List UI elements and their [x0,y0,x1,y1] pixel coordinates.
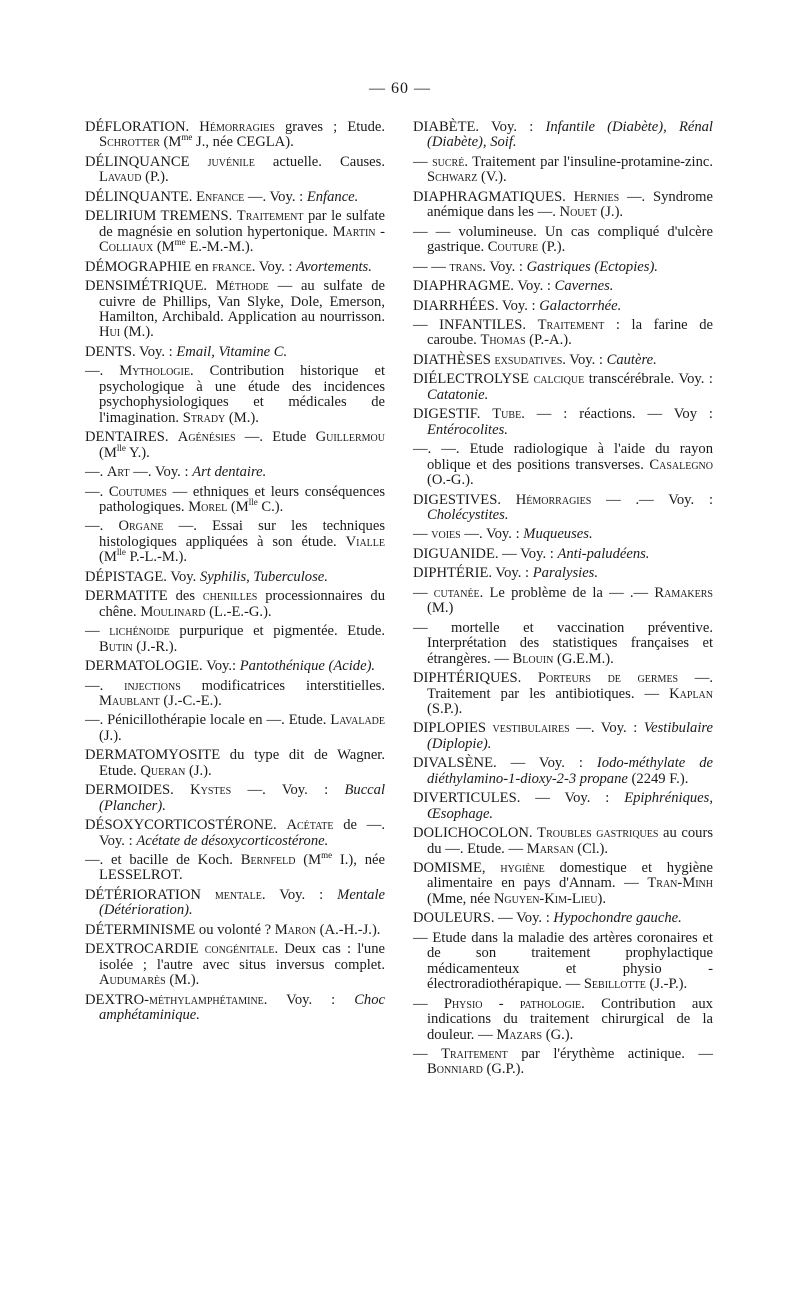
index-entry [85,748,385,779]
entry-text: (P.). [141,169,169,186]
entry-text: — Etude dans la maladie des artères coronaires et de son traitement prophylactique médicamenteux et physio - électroradiothérapique. — [413,929,713,993]
entry-smallcaps: Schwarz [427,169,478,186]
index-entry [413,997,713,1043]
entry-text: — .— Voy. : [591,491,713,508]
entry-text: . Contribution aux indications du traitement chirurgical de la douleur. — [427,995,713,1043]
index-entry [413,791,713,822]
entry-text: P.-L.-M.). [125,549,188,566]
entry-text: (J.-C.-E.). [159,692,222,709]
entry-text: DIATHÈSES [413,351,495,368]
entry-superscript: lle [116,442,126,453]
entry-smallcaps: Enfance [196,188,245,205]
entry-text: (M [99,549,117,566]
entry-text: DIGUANIDE. — Voy. : [413,545,558,562]
index-entry [85,209,385,255]
entry-text: —. Pénicillothérapie locale en —. Etude. [85,712,331,729]
entry-text: —. [85,677,125,694]
entry-text: DIGESTIVES. [413,491,516,508]
entry-text: —. Traitement par les antibiotiques. — [427,670,713,702]
entry-smallcaps: chenilles [202,588,258,605]
entry-text: . Voy. : [251,258,297,275]
index-entry [413,299,713,314]
entry-smallcaps: Tran-Minh [647,875,713,892]
entry-text: (J.). [99,727,122,744]
index-entry [85,888,385,919]
entry-smallcaps: Queran [140,762,186,779]
entry-text: — INFANTILES. [413,316,538,333]
entry-text: graves ; Etude. [274,119,386,135]
entry-text: ). [597,890,606,907]
entry-smallcaps: Nouet [559,204,597,221]
entry-smallcaps: Thomas [480,332,526,349]
entry-reference: Epiphréniques, Œsophage. [427,790,713,822]
entry-text: . Deux cas : l'une isolée ; l'autre avec situs inversus complet. [99,941,386,973]
index-entry [85,993,385,1024]
entry-text: (M [99,444,117,461]
entry-text: par le sulfate de magnésie en solution hypertonique. [99,208,385,240]
entry-smallcaps: Traitement [537,316,605,333]
entry-text: DENTS. Voy. : [85,343,177,360]
entry-smallcaps: Blouin [512,650,554,667]
entry-text: Y.). [125,444,150,461]
entry-reference: Cavernes. [554,278,614,295]
entry-superscript: me [174,237,186,248]
entry-text: DERMATITE des [85,588,203,605]
index-entry [85,942,385,988]
index-entry [413,826,713,857]
entry-text: DEXTRO- [85,991,150,1008]
entry-smallcaps: Méthode [215,278,269,295]
entry-text: —. Voy. : [569,720,644,737]
entry-text: . Voy. : [263,991,355,1008]
entry-text: (P.-A.). [525,332,572,349]
entry-text: (G.). [542,1026,574,1043]
entry-text: DIABÈTE. Voy. : [413,119,546,135]
entry-smallcaps: Martin - Colliaux [99,223,385,256]
entry-text: — mortelle et vaccination préventive. Interprétation des statistiques françaises et étrangères. — [413,619,713,667]
entry-smallcaps: exsudatives [494,351,563,368]
entry-text: . Voy. : [482,258,527,275]
entry-text: —. et bacille de Koch. [85,852,241,869]
entry-smallcaps: Troubles gastriques [537,825,659,842]
index-entry [85,713,385,744]
entry-text: (P.). [538,239,566,256]
entry-text: — [413,584,434,601]
entry-text: DÉSOXYCORTICOSTÉRONE. [85,817,287,834]
entry-text: (M.). [120,324,154,341]
entry-text: DIARRHÉES. Voy. : [413,297,540,314]
entry-text: (M.) [427,600,454,617]
entry-text: —. Essai sur les techniques histologiques appliquées à son étude. [99,518,385,550]
entry-text: (G.P.). [482,1061,525,1078]
entry-text: par l'érythème actinique. — [507,1046,713,1063]
entry-text: —. Voy. : [129,464,193,481]
index-entry [85,519,385,565]
index-entry [85,659,385,674]
entry-text: DERMATOLOGIE. Voy.: [85,658,240,675]
entry-text: processionnaires du chêne. [99,588,385,620]
index-entry [413,155,713,186]
entry-text: DÉTÉRIORATION [85,886,215,903]
entry-text: C.). [257,498,284,515]
index-entry [413,353,713,368]
entry-smallcaps: Bernfeld [240,852,296,869]
page-number: — 60 — [369,80,431,97]
entry-smallcaps: cutanée [433,584,480,601]
entry-smallcaps: Sebillotte [583,976,646,993]
entry-smallcaps: mentale [214,886,262,903]
entry-reference: Email, Vitamine C. [176,343,288,360]
entry-superscript: me [181,132,193,143]
entry-reference: Muqueuses. [523,526,593,543]
entry-smallcaps: Art [106,464,130,481]
entry-text: —. Syndrome anémique dans les —. [427,188,713,221]
entry-smallcaps: congénitale [204,941,275,958]
index-entry [413,225,713,256]
entry-text: (O.-G.). [427,472,474,489]
entry-text: — — [413,258,450,275]
entry-text: DÉTERMINISME ou volonté ? [85,921,275,938]
entry-text: DIPHTÉRIE. Voy. : [413,565,533,582]
entry-text: DÉFLORATION. [85,119,200,135]
entry-smallcaps: Coutumes [108,483,167,500]
entry-smallcaps: Moulinard [140,603,206,620]
index-entry [85,624,385,655]
entry-text: I.), née LESSELROT. [99,852,385,884]
entry-reference: Paralysies. [532,565,598,582]
index-entry [85,279,385,341]
entry-text: —. [85,464,107,481]
entry-reference: Art dentaire. [192,464,267,481]
entry-smallcaps: Hémorragies [515,491,592,508]
entry-smallcaps: Traitement [236,208,304,225]
index-entry [85,783,385,814]
entry-text: domestique et hygiène alimentaire en pays d'Annam. — [427,860,713,892]
entry-text: (J.). [185,762,212,779]
entry-smallcaps: Hernies [573,188,620,205]
entry-smallcaps: vestibulaires [492,720,570,737]
entry-text: . — : réactions. — Voy : [521,406,713,423]
entry-text: DÉLINQUANTE. [85,188,197,205]
index-entry [413,493,713,524]
entry-text: — [413,1046,442,1063]
entry-text: — [413,995,444,1012]
index-entry [85,364,385,426]
entry-smallcaps: juvénile [207,153,255,170]
entry-text: (M [295,852,322,869]
entry-text: (J.-R.). [132,638,178,655]
entry-text: modificatrices interstitielles. [180,677,385,694]
index-entry [413,911,713,926]
index-entry [413,547,713,562]
entry-smallcaps: Maron [274,921,317,938]
entry-reference: Choc amphétaminique. [99,991,385,1024]
index-entry [413,372,713,403]
entry-reference: Avortements. [296,258,372,275]
entry-smallcaps: trans [449,258,483,275]
entry-text: DÉMOGRAPHIE en [85,258,213,275]
index-entry [85,120,385,151]
entry-smallcaps: Kystes [190,782,232,799]
index-entry [413,279,713,294]
entry-smallcaps: sucré [432,153,465,170]
entry-superscript: me [321,850,333,861]
entry-text: DEXTROCARDIE [85,941,205,958]
entry-text: — [413,526,432,543]
entry-text: DÉLINQUANCE [85,153,208,170]
index-entry [85,430,385,461]
entry-text: — — volumineuse. Un cas compliqué d'ulcère gastrique. [413,223,713,256]
index-entry [85,570,385,585]
index-entry [413,442,713,488]
entry-text: DELIRIUM TREMENS. [85,208,237,225]
entry-smallcaps: Morel [188,498,228,515]
entry-smallcaps: Hémorragies [199,119,275,135]
entry-smallcaps: calcique [533,371,585,388]
entry-text: —. Voy. : [460,526,524,543]
index-entry [85,345,385,360]
entry-text: — au sulfate de cuivre de Phillips, Van Slyke, Dole, Emerson, Hamilton, Archibald. Application au nourrisson. [99,278,385,325]
entry-text: DENSIMÉTRIQUE. [85,278,216,295]
index-entry [85,485,385,516]
entry-text: —. [85,518,119,535]
entry-reference: Iodo-méthylate de diéthylamino-1-dioxy-2-3 propane [427,755,713,787]
index-entry [85,465,385,480]
index-entry [85,850,385,884]
entry-smallcaps: Couture [487,239,539,256]
entry-text: DIVERTICULES. — Voy. : [413,790,625,807]
entry-reference: Cautère. [606,351,657,368]
index-entry [413,586,713,617]
entry-text: (A.-H.-J.). [316,921,381,938]
entry-reference: Acétate de désoxycorticostérone. [136,832,329,849]
entry-text: DERMATOMYOSITE du type dit de Wagner. Etude. [85,747,385,779]
entry-reference: Infantile (Diabète), Rénal (Diabète), Soif. [427,119,713,151]
index-entry [413,190,713,221]
entry-text: (J.). [596,204,624,221]
entry-reference: Enfance. [306,188,359,205]
entry-text: (L.-E.-G.). [205,603,272,620]
entry-smallcaps: Acétate [286,817,334,834]
index-entry [413,407,713,438]
entry-smallcaps: Ramakers [654,584,713,601]
entry-text: . Contribution historique et psychologique à une étude des incidences psychophysiologiques et médicales de l'imagination. [99,363,386,426]
index-entry [413,621,713,667]
entry-smallcaps: lichénoide [109,623,170,640]
entry-smallcaps: Traitement [441,1046,508,1063]
entry-smallcaps: méthylamphétamine [149,991,264,1008]
entry-reference: Pantothénique (Acide). [239,658,376,675]
entry-text: : la farine de caroube. [427,316,713,349]
entry-smallcaps: injections [124,677,181,694]
index-entry [413,1047,713,1078]
index-entry [85,260,385,275]
index-entry [413,318,713,349]
index-entry [85,679,385,710]
entry-reference: Vestibulaire (Diplopie). [427,720,713,752]
entry-smallcaps: Guillermou [315,429,385,446]
index-entry [85,155,385,186]
entry-smallcaps: Kaplan [669,685,713,702]
entry-text: (V.). [477,169,507,186]
entry-text: (M [159,134,182,151]
entry-smallcaps: Schrotter [99,134,160,151]
entry-text: DIAPHRAGMATIQUES. [413,188,574,205]
entry-smallcaps: Organe [118,518,164,535]
index-entry [413,566,713,581]
entry-text: (S.P.). [427,700,463,717]
entry-text: DENTAIRES. [85,429,178,446]
right-column [413,120,713,1082]
entry-smallcaps: Audumarès [99,972,166,989]
entry-text: (Cl.). [573,840,609,857]
entry-reference: Gastriques (Ectopies). [526,258,658,275]
entry-smallcaps: Porteurs de germes [537,670,679,687]
entry-text: J., née CEGLA). [192,134,294,151]
index-entry [85,589,385,620]
entry-text: au cours du —. Etude. — [427,825,713,857]
entry-text: — [85,623,110,640]
entry-text: —. —. Etude radiologique à l'aide du rayon oblique et des positions transverses. [413,441,713,473]
entry-text: (M [153,239,175,256]
index-entry [413,527,713,542]
entry-text: . Le problème de la — .— [479,584,655,601]
entry-smallcaps: Marsan [526,840,574,857]
entry-smallcaps: Lavalade [330,712,385,729]
entry-text: DIAPHRAGME. Voy. : [413,278,555,295]
entry-text: . Traitement par l'insuline-protamine-zinc. [464,153,713,170]
entry-text: transcérébrale. Voy. : [584,371,713,388]
index-entry [413,721,713,752]
entry-text: (Mme, née [427,890,494,907]
entry-smallcaps: Mythologie [119,363,190,380]
entry-text: . Voy. : [562,351,607,368]
index-entry [413,756,713,787]
entry-reference: Cholécystites. [427,506,509,523]
entry-text: actuelle. Causes. [254,153,385,170]
entry-smallcaps: hygiène [500,860,545,877]
entry-text: — [413,153,433,170]
entry-reference: Entérocolites. [427,421,508,438]
entry-smallcaps: Tube [492,406,522,423]
index-entry [85,818,385,849]
entry-smallcaps: Agénésies [177,429,236,446]
entry-smallcaps: Maublant [99,692,160,709]
entry-text: (M [227,498,249,515]
entry-reference: Hypochondre gauche. [553,910,682,927]
entry-smallcaps: france [212,258,252,275]
entry-superscript: lle [116,547,126,558]
entry-text: DOULEURS. — Voy. : [413,910,554,927]
entry-text: DOMISME, [413,860,501,877]
entry-reference: Galactorrhée. [539,297,622,314]
entry-smallcaps: Lavaud [99,169,142,186]
entry-text: E.-M.-M.). [185,239,254,256]
entry-reference: Anti-paludéens. [557,545,650,562]
entry-text: DIPLOPIES [413,720,493,737]
entry-smallcaps: Bonniard [427,1061,483,1078]
index-entry [413,120,713,151]
entry-text: (J.-P.). [645,976,688,993]
entry-text: de —. Voy. : [99,817,385,849]
entry-reference: Catatonie. [427,386,489,403]
entry-text: —. Voy. : [244,188,307,205]
entry-text: DERMOIDES. [85,782,191,799]
entry-smallcaps: Casalegno [649,456,713,473]
entry-text: —. [85,483,109,500]
entry-smallcaps: Mazars [496,1026,543,1043]
entry-smallcaps: Physio - pathologie [443,995,582,1012]
entry-text: DIPHTÉRIQUES. [413,670,538,687]
index-entry [413,861,713,907]
entry-smallcaps: voies [431,526,461,543]
entry-smallcaps: Nguyen-Kim-Lieu [493,890,598,907]
entry-reference: Syphilis, Tuberculose. [199,568,328,585]
entry-smallcaps: Strady [182,409,226,426]
entry-text: DIÉLECTROLYSE [413,371,534,388]
entry-text: —. Voy. : [231,782,345,799]
entry-text: — ethniques et leurs conséquences pathologiques. [99,483,386,515]
entry-text: DIGESTIF. [413,406,493,423]
entry-text: DOLICHOCOLON. [413,825,538,842]
entry-text: . Voy. : [261,886,338,903]
entry-text: purpurique et pigmentée. Etude. [169,623,385,640]
entry-smallcaps: Butin [99,638,133,655]
entry-text: DIVALSÈNE. — Voy. : [413,755,597,772]
entry-reference: Buccal (Plancher). [99,782,386,814]
entry-superscript: lle [248,497,258,508]
entry-text: (M.). [165,972,200,989]
index-entry [85,923,385,938]
entry-text: (G.E.M.). [553,650,614,667]
index-entry [413,260,713,275]
left-column [85,120,385,1028]
entry-text: DÉPISTAGE. Voy. [85,568,200,585]
entry-text: —. Etude [235,429,316,446]
entry-smallcaps: Hui [99,324,121,341]
index-entry [413,931,713,993]
index-entry [413,671,713,717]
entry-text: —. [85,363,120,380]
entry-smallcaps: Vialle [345,533,385,550]
index-entry [85,190,385,205]
entry-text: (M.). [225,409,259,426]
entry-reference: Mentale (Détérioration). [99,886,385,919]
entry-text: (2249 F.). [627,770,689,787]
